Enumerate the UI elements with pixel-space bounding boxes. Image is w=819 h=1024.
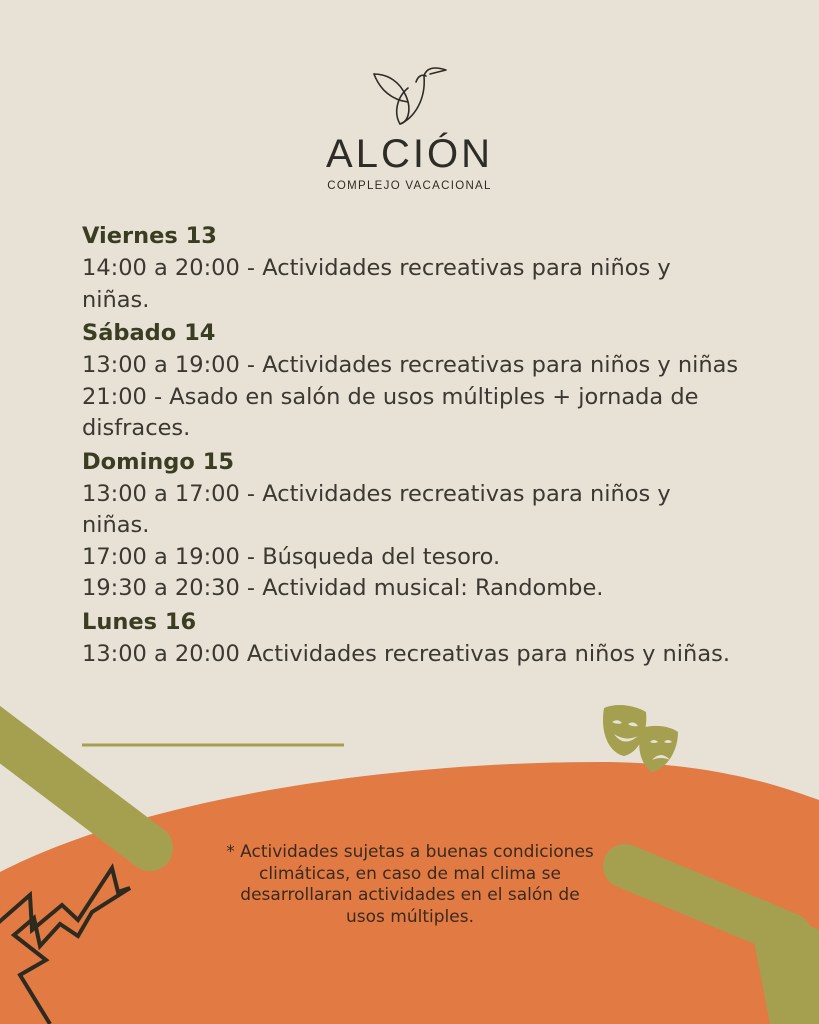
day-title: Sábado 14 [82,320,216,346]
theater-masks-icon [596,702,684,780]
brand-subtitle: COMPLEJO VACACIONAL [327,180,492,192]
event-item: 14:00 a 20:00 - Actividades recreativas para niños y niñas. [82,255,671,313]
event-item: 13:00 a 20:00 Actividades recreativas para niños y niñas. [82,640,730,667]
olive-stroke-left [0,712,150,848]
weather-footnote: * Actividades sujetas a buenas condiciones climáticas, en caso de mal clima se desarrollaran actividades en el salón de usos múltiples. [226,842,594,927]
event-item: 13:00 a 19:00 - Actividades recreativas para niños y niñas [82,352,739,378]
day-title: Lunes 16 [82,608,197,635]
logo [0,60,819,192]
event-item: 17:00 a 19:00 - Búsqueda del tesoro. [82,543,501,570]
day-title: Viernes 13 [82,223,217,249]
event-item: 13:00 a 17:00 - Actividades recreativas para niños y niñas. [82,480,671,538]
schedule [82,219,742,670]
day-block-viernes [82,219,742,316]
day-block-domingo [82,445,742,605]
day-block-sabado [82,316,742,445]
hummingbird-icon [370,60,450,126]
event-item: 21:00 - Asado en salón de usos múltiples + jornada de disfraces. [82,383,699,441]
event-item: 19:30 a 20:30 - Actividad musical: Randombe. [82,575,604,601]
day-block-lunes [82,605,742,671]
day-title: Domingo 15 [82,448,235,475]
brand-name: ALCIÓN [326,132,493,176]
